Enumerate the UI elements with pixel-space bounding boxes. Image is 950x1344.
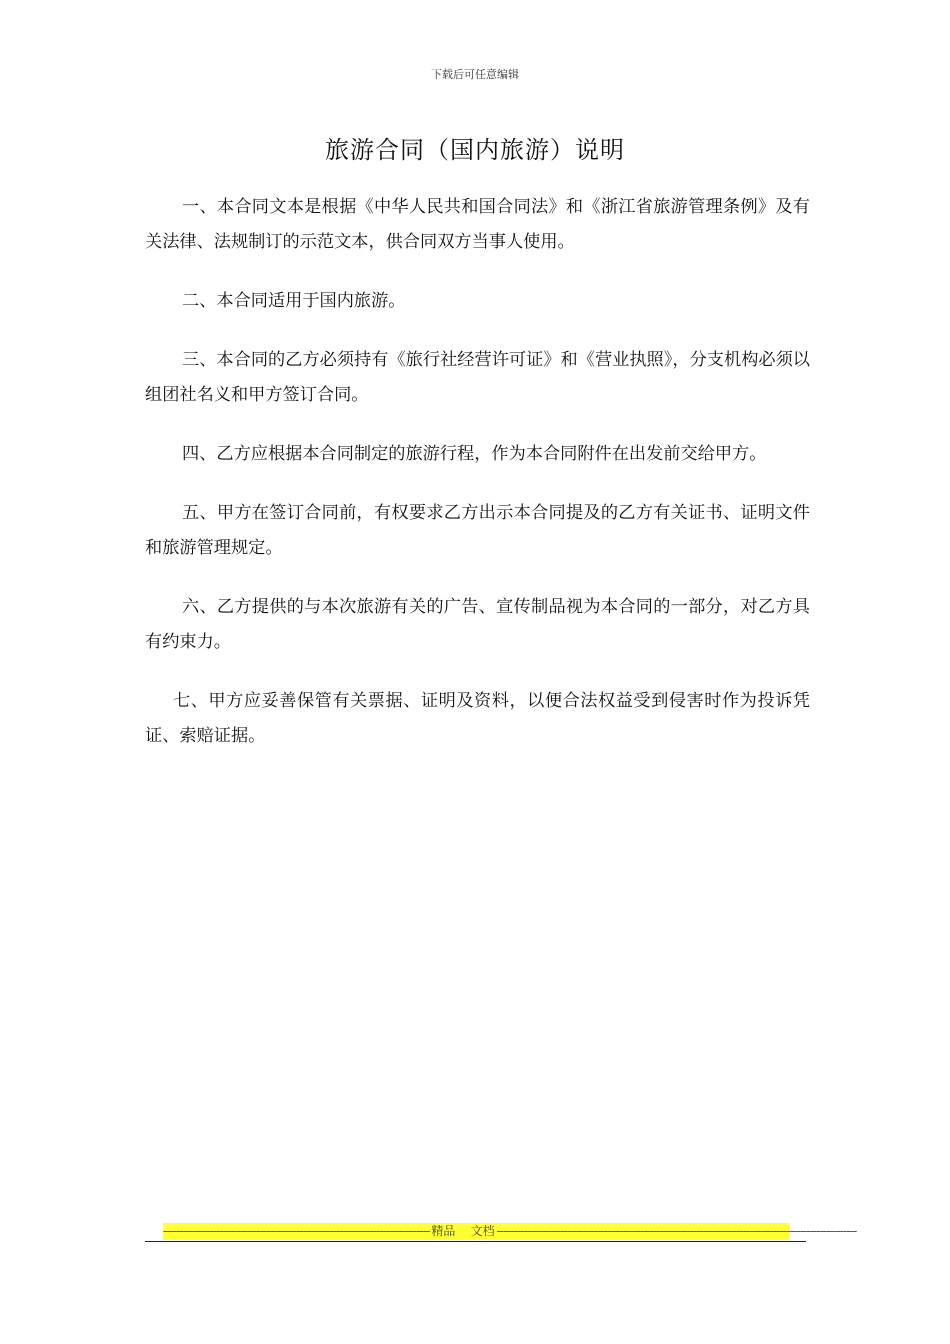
document-title: 旅游合同（国内旅游）说明: [325, 136, 625, 164]
paragraph-3: 三、本合同的乙方必须持有《旅行社经营许可证》和《营业执照》，分支机构必须以组团社名义和甲方签订合同。: [145, 350, 810, 405]
paragraph-7: 七、甲方应妥善保管有关票据、证明及资料，以便合法权益受到侵害时作为投诉凭证、索赔证据。: [145, 691, 810, 746]
paragraph-1: 一、本合同文本是根据《中华人民共和国合同法》和《浙江省旅游管理条例》及有关法律、法规制订的示范文本，供合同双方当事人使用。: [145, 197, 810, 252]
footer-dashes-left: --------------------------------------------------------------------------------: [163, 1224, 430, 1238]
paragraph-6: 六、乙方提供的与本次旅游有关的广告、宣传制品视为本合同的一部分，对乙方具有约束力。: [145, 597, 810, 652]
page-header-note: 下载后可任意编辑: [431, 68, 519, 81]
paragraph-5: 五、甲方在签订合同前，有权要求乙方出示本合同提及的乙方有关证书、证明文件和旅游管理规定。: [145, 503, 810, 558]
document-body: [145, 190, 810, 778]
footer-label: 精品 文档: [431, 1224, 495, 1238]
paragraph-4: 四、乙方应根据本合同制定的旅游行程，作为本合同附件在出发前交给甲方。: [182, 444, 767, 464]
footer-watermark-band: [163, 1223, 857, 1240]
footer-dashes-right: ------------------------------------------------------------------------------------------------------------: [496, 1224, 857, 1238]
footer-rule: [145, 1241, 806, 1242]
paragraph-2: 二、本合同适用于国内旅游。: [182, 291, 406, 311]
